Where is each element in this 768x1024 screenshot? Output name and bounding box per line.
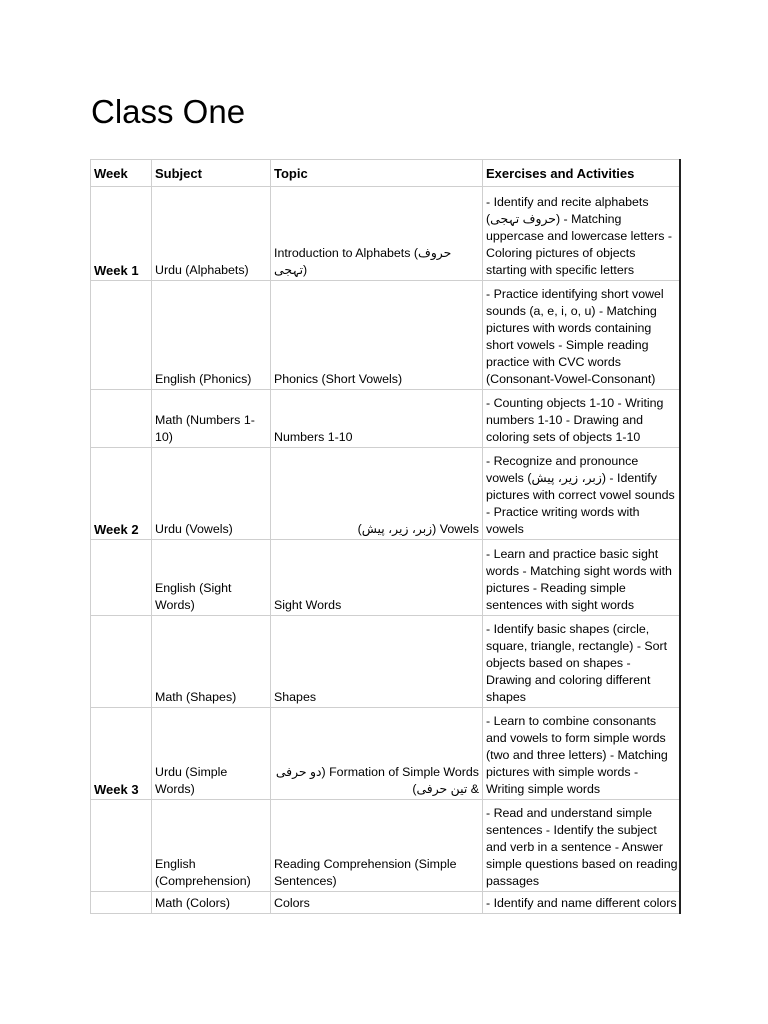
table-row: [91, 892, 680, 914]
subject-cell: Math (Numbers 1-10): [152, 390, 271, 448]
topic-cell: Formation of Simple Words (دو حرفی & تین حرفی): [271, 708, 483, 800]
subject-cell: Urdu (Vowels): [152, 448, 271, 540]
topic-cell: Phonics (Short Vowels): [271, 281, 483, 390]
subject-cell: English (Sight Words): [152, 540, 271, 616]
week-cell: [91, 616, 152, 708]
exercises-cell: - Identify and recite alphabets (حروف تہجی) - Matching uppercase and lowercase letters - Coloring pictures of objects starting with specific letters: [483, 187, 680, 281]
week-cell: [91, 281, 152, 390]
exercises-cell: - Identify and name different colors: [483, 892, 680, 914]
topic-cell: Reading Comprehension (Simple Sentences): [271, 800, 483, 892]
exercises-cell: - Recognize and pronounce vowels (زبر، زیر، پیش) - Identify pictures with correct vowel sounds - Practice writing words with vowels: [483, 448, 680, 540]
table-row: [91, 281, 680, 390]
week-cell: [91, 390, 152, 448]
subject-cell: Math (Colors): [152, 892, 271, 914]
page-title: Class One: [91, 93, 246, 130]
week-cell: Week 2: [91, 448, 152, 540]
table-row: [91, 800, 680, 892]
topic-cell: Sight Words: [271, 540, 483, 616]
week-cell: Week 1: [91, 187, 152, 281]
topic-cell: Numbers 1-10: [271, 390, 483, 448]
exercises-cell: - Practice identifying short vowel sounds (a, e, i, o, u) - Matching pictures with words containing short vowels - Simple reading practice with CVC words (Consonant-Vowel-Consonant): [483, 281, 680, 390]
topic-cell: Introduction to Alphabets (حروف تہجی): [271, 187, 483, 281]
column-header-exercises: Exercises and Activities: [483, 160, 680, 187]
column-header-subject: Subject: [152, 160, 271, 187]
week-cell: Week 3: [91, 708, 152, 800]
table-row: [91, 187, 680, 281]
table-row: [91, 448, 680, 540]
week-cell: [91, 800, 152, 892]
table-row: [91, 390, 680, 448]
subject-cell: Urdu (Simple Words): [152, 708, 271, 800]
exercises-cell: - Identify basic shapes (circle, square, triangle, rectangle) - Sort objects based on shapes - Drawing and coloring different shapes: [483, 616, 680, 708]
topic-cell: Vowels (زبر، زیر، پیش): [271, 448, 483, 540]
schedule-table: [90, 159, 681, 914]
column-header-topic: Topic: [271, 160, 483, 187]
table-row: [91, 540, 680, 616]
subject-cell: English (Phonics): [152, 281, 271, 390]
subject-cell: Math (Shapes): [152, 616, 271, 708]
week-cell: [91, 540, 152, 616]
subject-cell: Urdu (Alphabets): [152, 187, 271, 281]
column-header-week: Week: [91, 160, 152, 187]
topic-cell: Shapes: [271, 616, 483, 708]
exercises-cell: - Counting objects 1-10 - Writing numbers 1-10 - Drawing and coloring sets of objects 1-10: [483, 390, 680, 448]
table-row: [91, 616, 680, 708]
exercises-cell: - Learn to combine consonants and vowels to form simple words (two and three letters) - Matching pictures with simple words - Writing simple words: [483, 708, 680, 800]
header-row: [91, 160, 680, 187]
subject-cell: English (Comprehension): [152, 800, 271, 892]
exercises-cell: - Read and understand simple sentences - Identify the subject and verb in a sentence - Answer simple questions based on reading passages: [483, 800, 680, 892]
week-cell: [91, 892, 152, 914]
exercises-cell: - Learn and practice basic sight words - Matching sight words with pictures - Reading simple sentences with sight words: [483, 540, 680, 616]
topic-cell: Colors: [271, 892, 483, 914]
table-row: [91, 708, 680, 800]
